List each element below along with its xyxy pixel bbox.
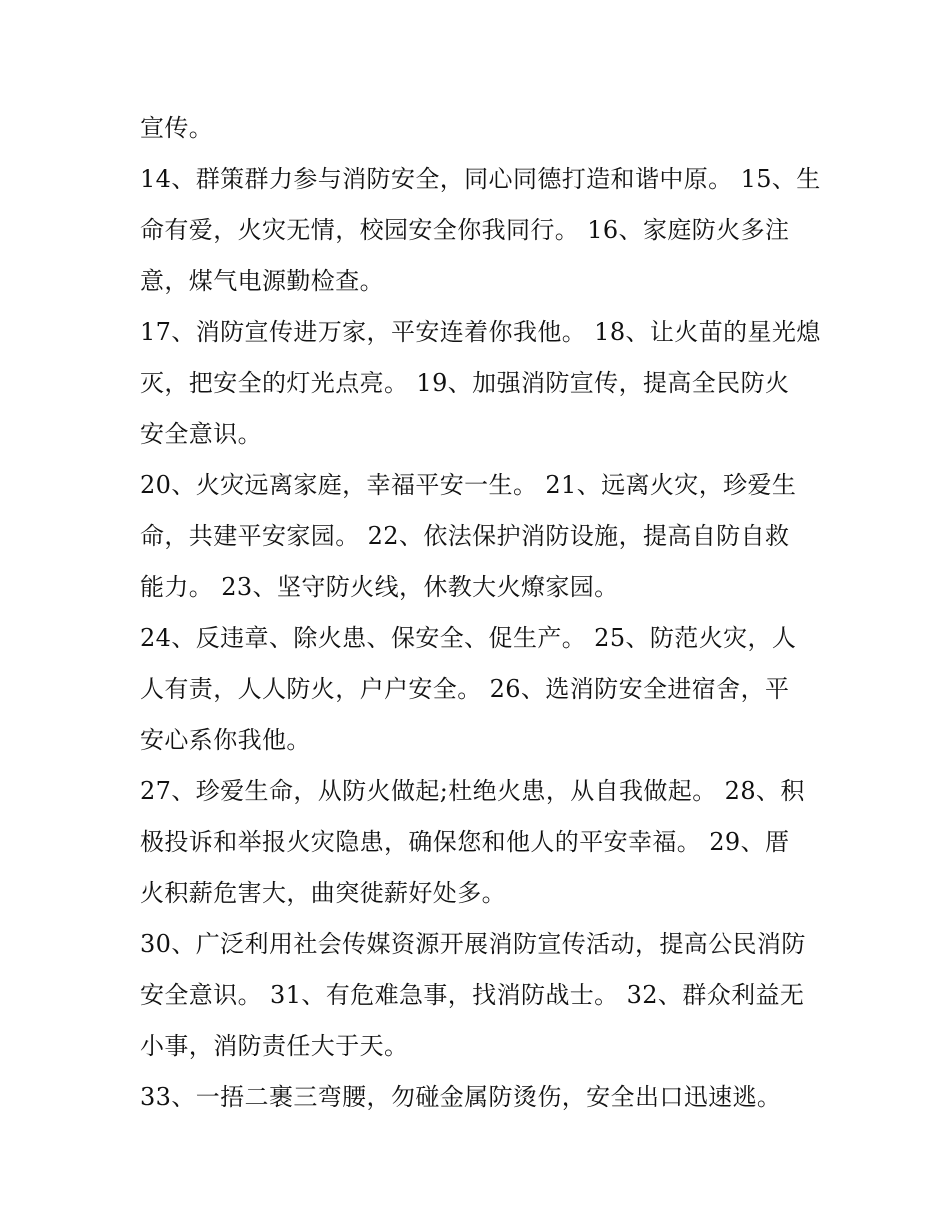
text-line: 命有爱，火灾无情，校园安全你我同行。 16、家庭防火多注 [140,216,790,244]
text-line: 宣传。 [140,114,214,142]
text-line: 命，共建平安家园。 22、依法保护消防设施，提高自防自救 [140,522,790,550]
text-line: 33、一捂二裹三弯腰，勿碰金属防烫伤，安全出口迅速逃。 [140,1083,782,1111]
text-line: 能力。 23、坚守防火线，休教大火燎家园。 [140,573,619,601]
text-line: 安全意识。 [140,420,262,448]
text-line: 小事，消防责任大于天。 [140,1032,409,1060]
paragraph-5 [140,613,830,766]
text-line: 14、群策群力参与消防安全，同心同德打造和谐中原。 15、生 [140,165,821,193]
text-line: 30、广泛利用社会传媒资源开展消防宣传活动，提高公民消防 [140,930,806,958]
text-line: 20、火灾远离家庭，幸福平安一生。 21、远离火灾，珍爱生 [140,471,797,499]
paragraph-6 [140,766,830,919]
paragraph-2 [140,154,830,307]
text-line: 17、消防宣传进万家，平安连着你我他。 18、让火苗的星光熄 [140,318,821,346]
text-line: 极投诉和举报火灾隐患，确保您和他人的平安幸福。 29、厝 [140,828,790,856]
paragraph-7 [140,919,830,1072]
paragraph-3 [140,307,830,460]
text-line: 安全意识。 31、有危难急事，找消防战士。 32、群众利益无 [140,981,805,1009]
text-line: 24、反违章、除火患、保安全、促生产。 25、防范火灾，人 [140,624,797,652]
text-line: 意，煤气电源勤检查。 [140,267,384,295]
document-body [140,103,830,1123]
text-line: 火积薪危害大，曲突徙薪好处多。 [140,879,506,907]
paragraph-8 [140,1072,830,1123]
text-line: 人有责，人人防火，户户安全。 26、选消防安全进宿舍，平 [140,675,790,703]
paragraph-1 [140,103,830,154]
paragraph-4 [140,460,830,613]
text-line: 安心系你我他。 [140,726,311,754]
text-line: 灭，把安全的灯光点亮。 19、加强消防宣传，提高全民防火 [140,369,790,397]
text-line: 27、珍爱生命，从防火做起;杜绝火患，从自我做起。 28、积 [140,777,805,805]
